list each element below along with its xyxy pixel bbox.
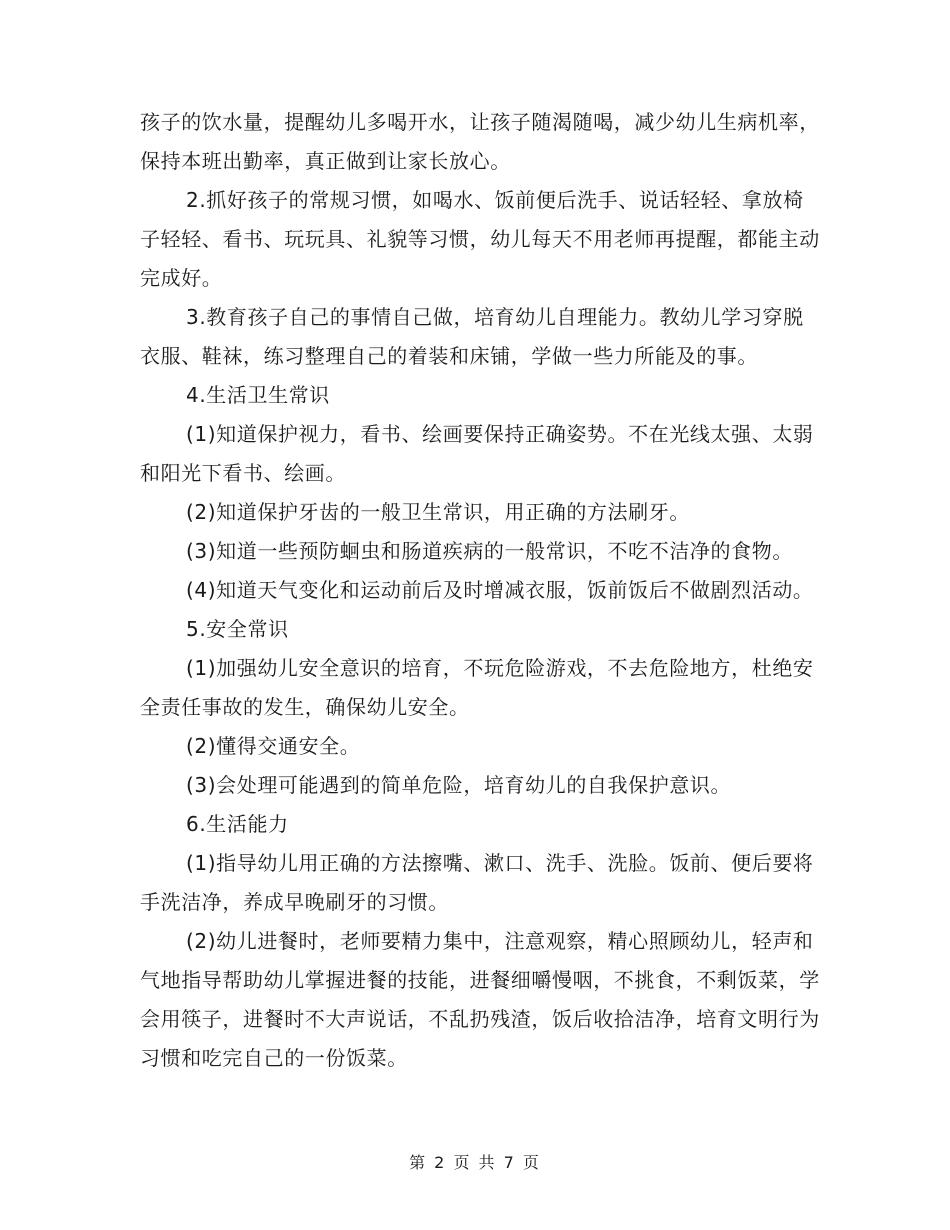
paragraph-item-2: 2.抓好孩子的常规习惯，如喝水、饭前便后洗手、说话轻轻、拿放椅子轻轻、看书、玩玩具、礼貌等习惯，幼儿每天不用老师再提醒，都能主动完成好。: [140, 188, 820, 290]
document-body: [140, 103, 820, 1078]
paragraph-safety-3: (3)会处理可能遇到的简单危险，培育幼儿的自我保护意识。: [186, 773, 732, 797]
section-heading-hygiene: 4.生活卫生常识: [186, 383, 330, 407]
paragraph-hygiene-4: (4)知道天气变化和运动前后及时增减衣服，饭前饭后不做剧烈活动。: [186, 578, 814, 602]
paragraph-hygiene-3: (3)知道一些预防蛔虫和肠道疾病的一般常识，不吃不洁净的食物。: [186, 539, 793, 563]
section-heading-safety: 5.安全常识: [186, 617, 289, 641]
paragraph-continuation: 孩子的饮水量，提醒幼儿多喝开水，让孩子随渴随喝，减少幼儿生病机率，保持本班出勤率，真正做到让家长放心。: [140, 110, 820, 173]
paragraph-life-skills-2: (2)幼儿进餐时，老师要精力集中，注意观察，精心照顾幼儿，轻声和气地指导帮助幼儿掌握进餐的技能，进餐细嚼慢咽，不挑食，不剩饭菜，学会用筷子，进餐时不大声说话，不乱扔残渣，饭后收拾洁净，培育文明行为习惯和吃完自己的一份饭菜。: [140, 929, 820, 1070]
paragraph-life-skills-1: (1)指导幼儿用正确的方法擦嘴、漱口、洗手、洗脸。饭前、便后要将手洗洁净，养成早晚刷牙的习惯。: [140, 851, 814, 914]
paragraph-hygiene-2: (2)知道保护牙齿的一般卫生常识，用正确的方法刷牙。: [186, 500, 690, 524]
page-footer: [0, 1150, 950, 1173]
paragraph-safety-1: (1)加强幼儿安全意识的培育，不玩危险游戏，不去危险地方，杜绝安全责任事故的发生，确保幼儿安全。: [140, 656, 814, 719]
paragraph-item-3: 3.教育孩子自己的事情自己做，培育幼儿自理能力。教幼儿学习穿脱衣服、鞋袜，练习整理自己的着装和床铺，学做一些力所能及的事。: [140, 305, 804, 368]
section-heading-life-skills: 6.生活能力: [186, 812, 289, 836]
page-number-label: 第 2 页 共 7 页: [409, 1153, 541, 1172]
paragraph-safety-2: (2)懂得交通安全。: [186, 734, 361, 758]
paragraph-hygiene-1: (1)知道保护视力，看书、绘画要保持正确姿势。不在光线太强、太弱和阳光下看书、绘画。: [140, 422, 814, 485]
